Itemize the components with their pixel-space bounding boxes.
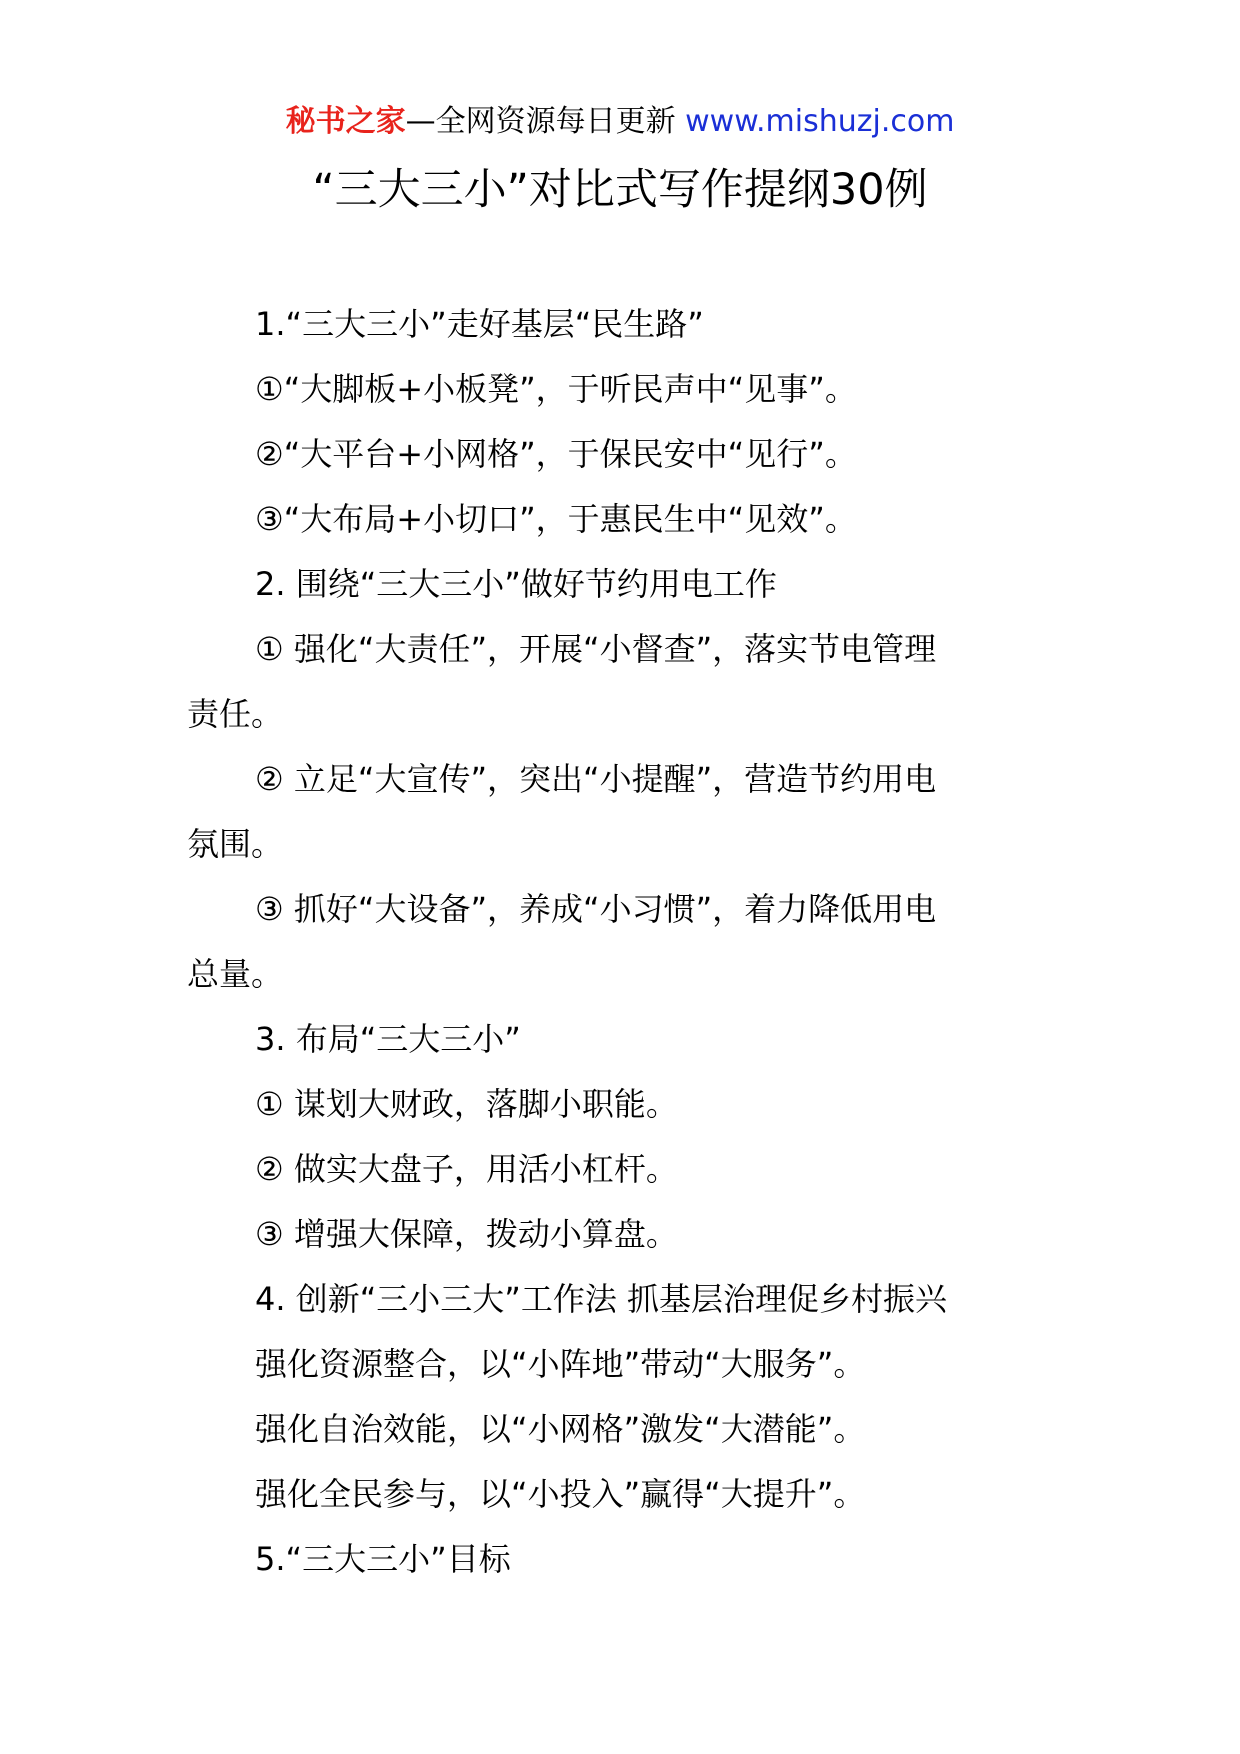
paragraph-line: ③ 抓好“大设备”，养成“小习惯”，着力降低用电 <box>255 890 937 928</box>
paragraph-line-continuation: 氛围。 <box>187 825 284 863</box>
heading-2: 2. 围绕“三大三小”做好节约用电工作 <box>255 565 777 603</box>
banner-slogan: —全网资源每日更新 <box>405 104 676 139</box>
paragraph-line: ② 立足“大宣传”，突出“小提醒”，营造节约用电 <box>255 760 937 798</box>
site-url-link[interactable]: www.mishuzj.com <box>685 104 955 139</box>
paragraph-line: 强化自治效能，以“小网格”激发“大潜能”。 <box>255 1410 866 1448</box>
paragraph-line: ①“大脚板+小板凳”，于听民声中“见事”。 <box>255 370 857 408</box>
paragraph-line: 强化全民参与，以“小投入”赢得“大提升”。 <box>255 1475 866 1513</box>
paragraph-line: ③“大布局+小切口”，于惠民生中“见效”。 <box>255 500 857 538</box>
heading-1: 1.“三大三小”走好基层“民生路” <box>255 305 704 343</box>
document-title: “三大三小”对比式写作提纲30例 <box>312 165 928 215</box>
paragraph-line-continuation: 责任。 <box>187 695 284 733</box>
paragraph-line: ① 强化“大责任”，开展“小督查”，落实节电管理 <box>255 630 937 668</box>
paragraph-line-continuation: 总量。 <box>187 955 284 993</box>
paragraph-line: ② 做实大盘子，用活小杠杆。 <box>255 1150 678 1188</box>
brand-name: 秘书之家 <box>285 104 406 139</box>
paragraph-line: ③ 增强大保障，拨动小算盘。 <box>255 1215 678 1253</box>
heading-5: 5.“三大三小”目标 <box>255 1540 511 1578</box>
paragraph-line: ① 谋划大财政，落脚小职能。 <box>255 1085 678 1123</box>
site-banner <box>0 100 1240 144</box>
paragraph-line: ②“大平台+小网格”，于保民安中“见行”。 <box>255 435 857 473</box>
heading-4: 4. 创新“三小三大”工作法 抓基层治理促乡村振兴 <box>255 1280 948 1318</box>
document-body <box>187 292 1057 1592</box>
paragraph-line: 强化资源整合，以“小阵地”带动“大服务”。 <box>255 1345 866 1383</box>
heading-3: 3. 布局“三大三小” <box>255 1020 521 1058</box>
